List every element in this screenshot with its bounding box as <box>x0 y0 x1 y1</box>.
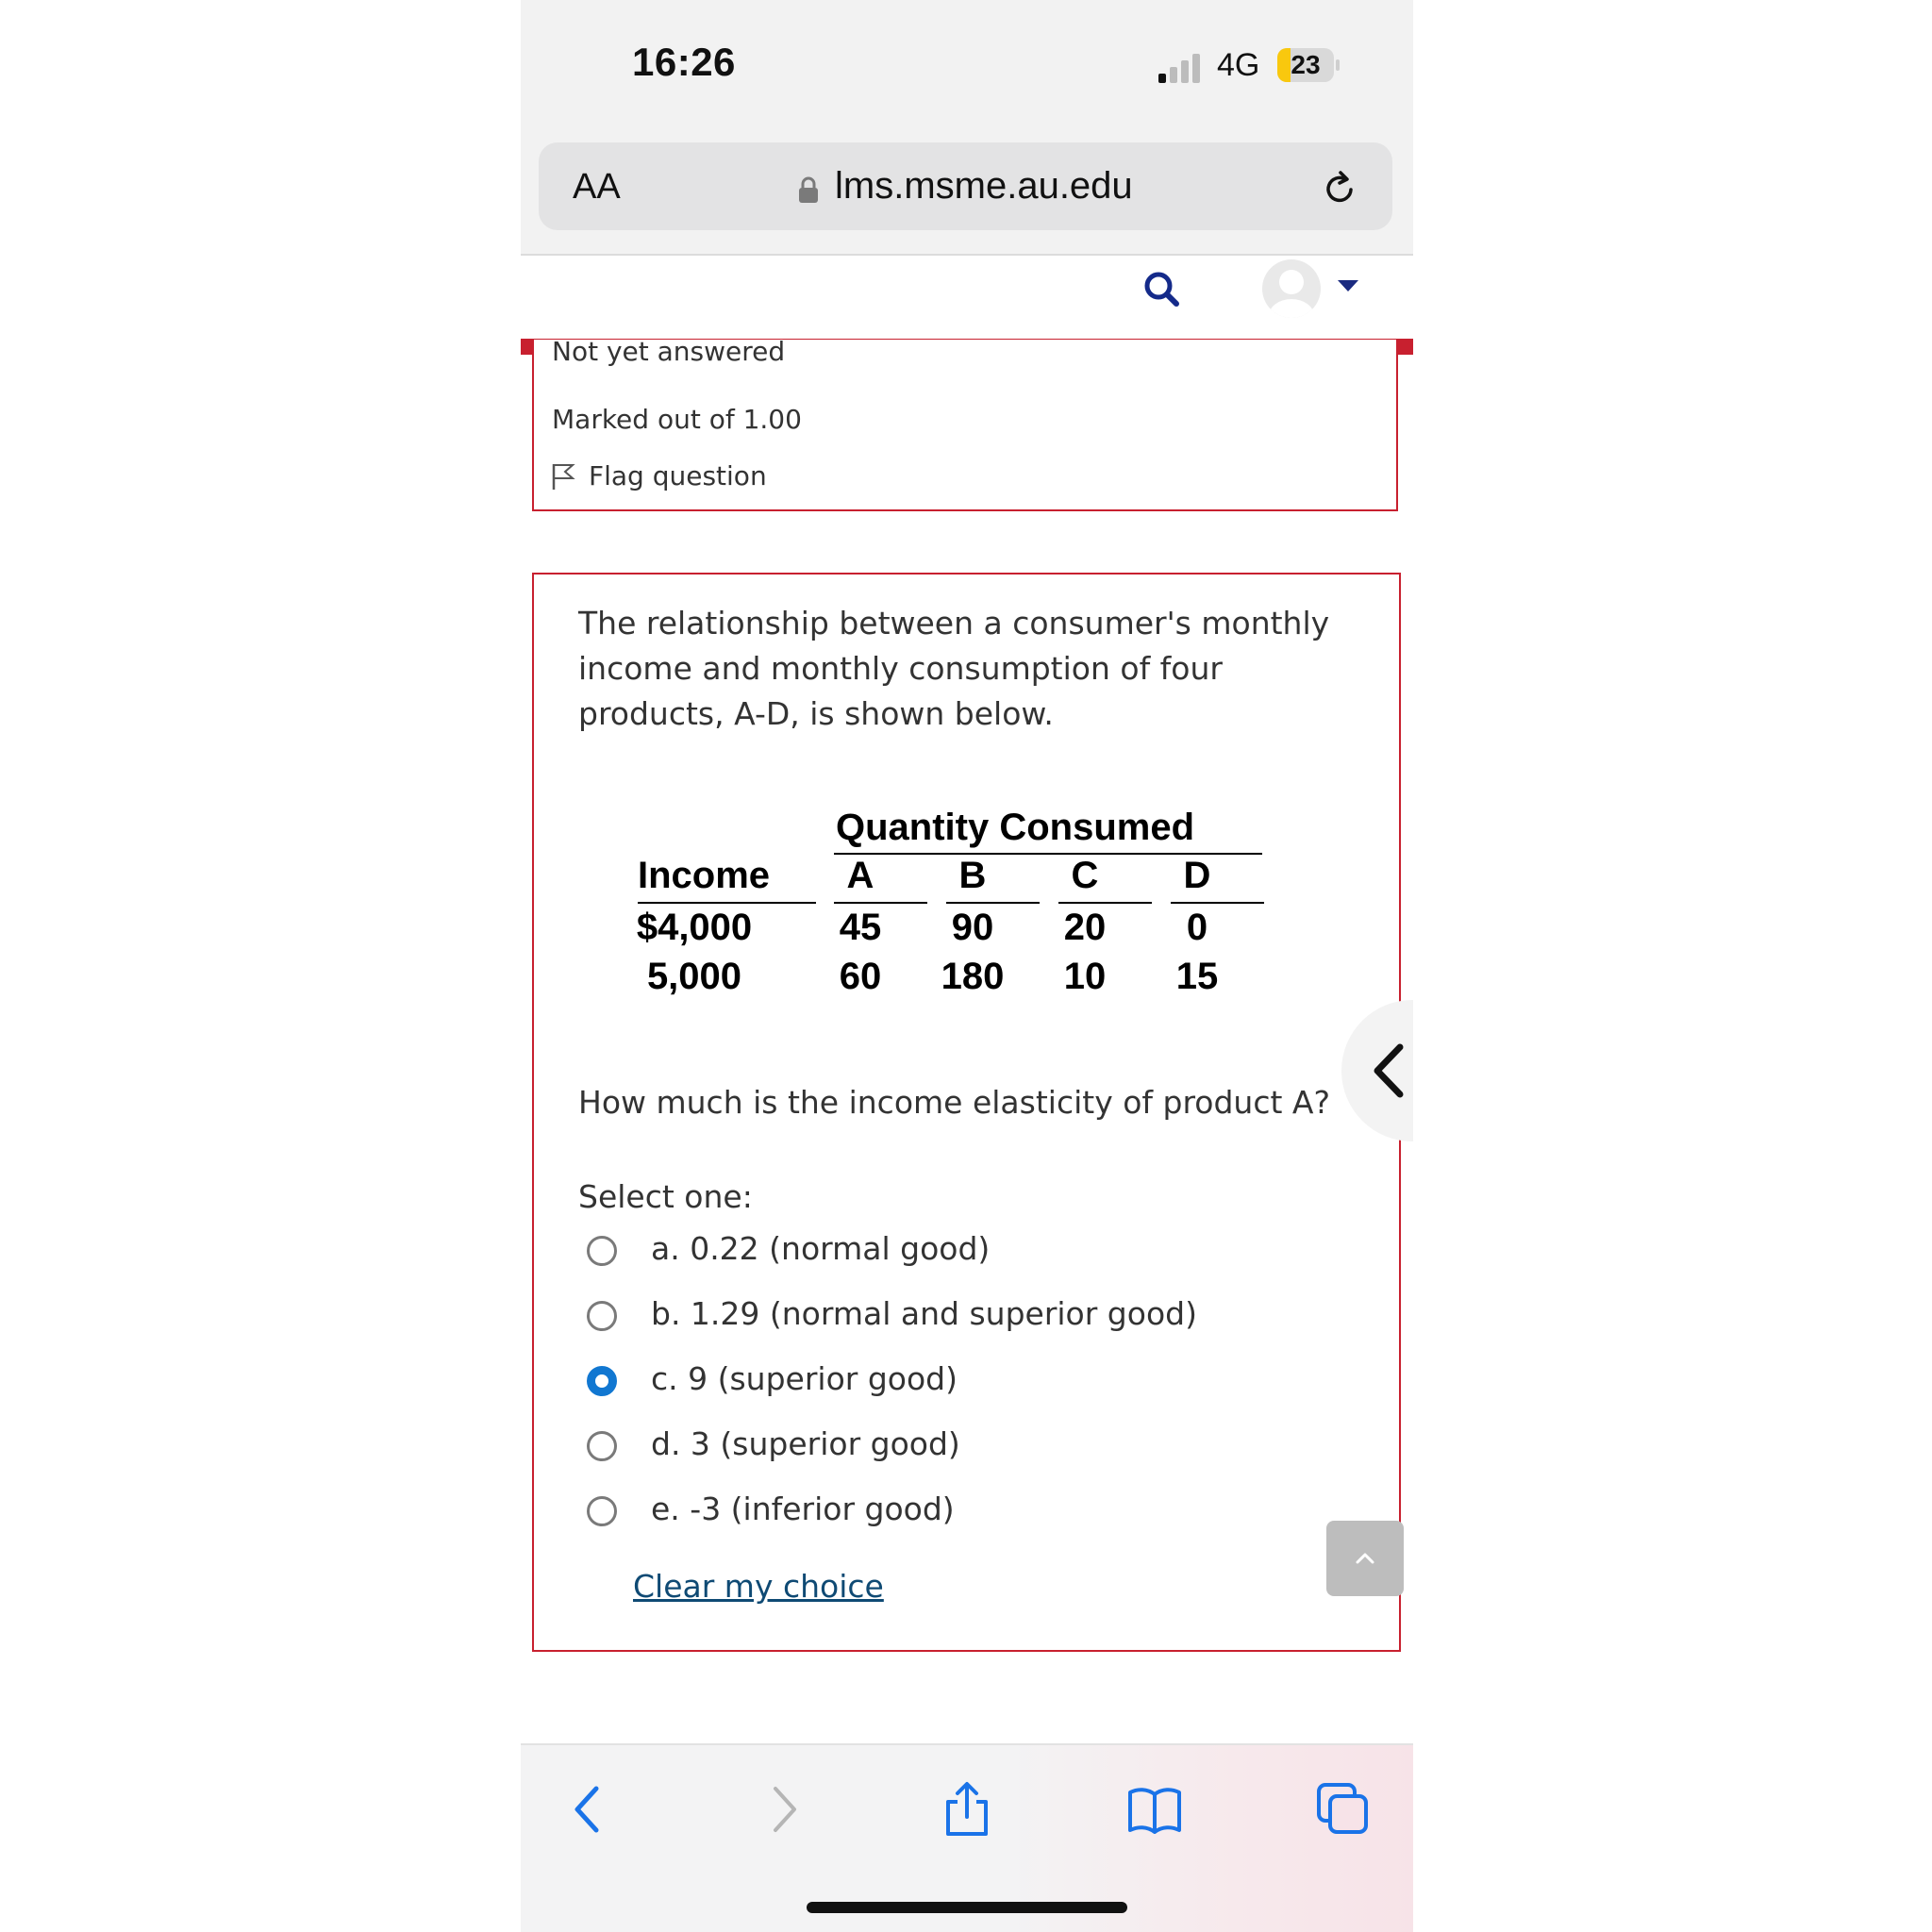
drawer-toggle[interactable] <box>1341 1000 1413 1141</box>
header-d: D <box>1183 855 1211 896</box>
flag-question-link[interactable]: Flag question <box>589 460 767 491</box>
share-icon[interactable] <box>939 1781 995 1838</box>
header-c: C <box>1071 855 1099 896</box>
header-rule <box>638 902 816 904</box>
browser-toolbar <box>521 1743 1413 1932</box>
status-bar <box>521 0 1413 137</box>
user-icon <box>1262 259 1321 318</box>
header-b: B <box>958 855 987 896</box>
select-one-label: Select one: <box>578 1178 753 1215</box>
cell-d-1: 0 <box>1186 907 1208 948</box>
cell-b-2: 180 <box>941 956 1005 997</box>
header-income: Income <box>637 855 771 896</box>
battery-icon <box>1277 48 1334 82</box>
address-bar[interactable] <box>539 142 1392 230</box>
radio-a[interactable] <box>587 1236 617 1266</box>
radio-c[interactable] <box>587 1366 617 1396</box>
tabs-icon[interactable] <box>1315 1781 1372 1838</box>
option-c-label[interactable]: c. 9 (superior good) <box>651 1360 958 1397</box>
chevron-left-icon <box>1341 1000 1413 1141</box>
cell-income-1: $4,000 <box>636 907 753 948</box>
question-box <box>532 573 1401 1652</box>
signal-icon <box>1158 51 1209 83</box>
question-intro: The relationship between a consumer's monthly income and monthly consumption of four products, A-D, is shown below. <box>578 605 1330 732</box>
avatar[interactable] <box>1262 259 1321 318</box>
cell-a-2: 60 <box>839 956 882 997</box>
table-title: Quantity Consumed <box>836 807 1195 848</box>
option-a-label[interactable]: a. 0.22 (normal good) <box>651 1230 991 1267</box>
phone-screen <box>521 0 1413 1932</box>
battery-tip <box>1336 59 1340 71</box>
cell-income-2: 5,000 <box>646 956 742 997</box>
flag-icon[interactable] <box>551 462 575 491</box>
question-info <box>532 340 1398 511</box>
radio-b[interactable] <box>587 1301 617 1331</box>
battery-level: 23 <box>1291 50 1321 79</box>
back-icon[interactable] <box>560 1781 617 1838</box>
bookmarks-icon[interactable] <box>1126 1781 1183 1838</box>
chevron-down-icon[interactable] <box>1338 280 1358 291</box>
chevron-up-icon <box>1326 1521 1404 1596</box>
option-b-label[interactable]: b. 1.29 (normal and superior good) <box>651 1295 1197 1332</box>
header-rule <box>1171 902 1264 904</box>
address-area <box>521 137 1413 256</box>
clear-choice-link[interactable]: Clear my choice <box>633 1568 884 1605</box>
cell-d-2: 15 <box>1175 956 1219 997</box>
reload-icon[interactable] <box>1320 167 1361 208</box>
network-type: 4G <box>1217 47 1260 83</box>
question-prompt: How much is the income elasticity of product A? <box>578 1084 1331 1121</box>
radio-d[interactable] <box>587 1431 617 1461</box>
status-time: 16:26 <box>632 40 736 84</box>
lock-icon <box>798 175 819 204</box>
back-to-top-button[interactable] <box>1326 1521 1404 1596</box>
cell-a-1: 45 <box>839 907 882 948</box>
header-rule <box>946 902 1040 904</box>
radio-e[interactable] <box>587 1496 617 1526</box>
home-indicator <box>807 1902 1127 1913</box>
cell-c-1: 20 <box>1063 907 1107 948</box>
option-e-label[interactable]: e. -3 (inferior good) <box>651 1491 955 1527</box>
site-header <box>521 256 1413 339</box>
url-text[interactable]: lms.msme.au.edu <box>835 165 1133 207</box>
header-rule <box>834 902 927 904</box>
question-state: Not yet answered <box>552 340 786 367</box>
header-a: A <box>846 855 874 896</box>
option-d-label[interactable]: d. 3 (superior good) <box>651 1425 960 1462</box>
search-icon[interactable] <box>1139 267 1186 314</box>
cell-c-2: 10 <box>1063 956 1107 997</box>
text-size-button[interactable]: AA <box>573 167 621 207</box>
question-marks: Marked out of 1.00 <box>552 404 802 435</box>
forward-icon[interactable] <box>755 1781 811 1838</box>
cell-b-1: 90 <box>951 907 994 948</box>
header-rule <box>1058 902 1152 904</box>
